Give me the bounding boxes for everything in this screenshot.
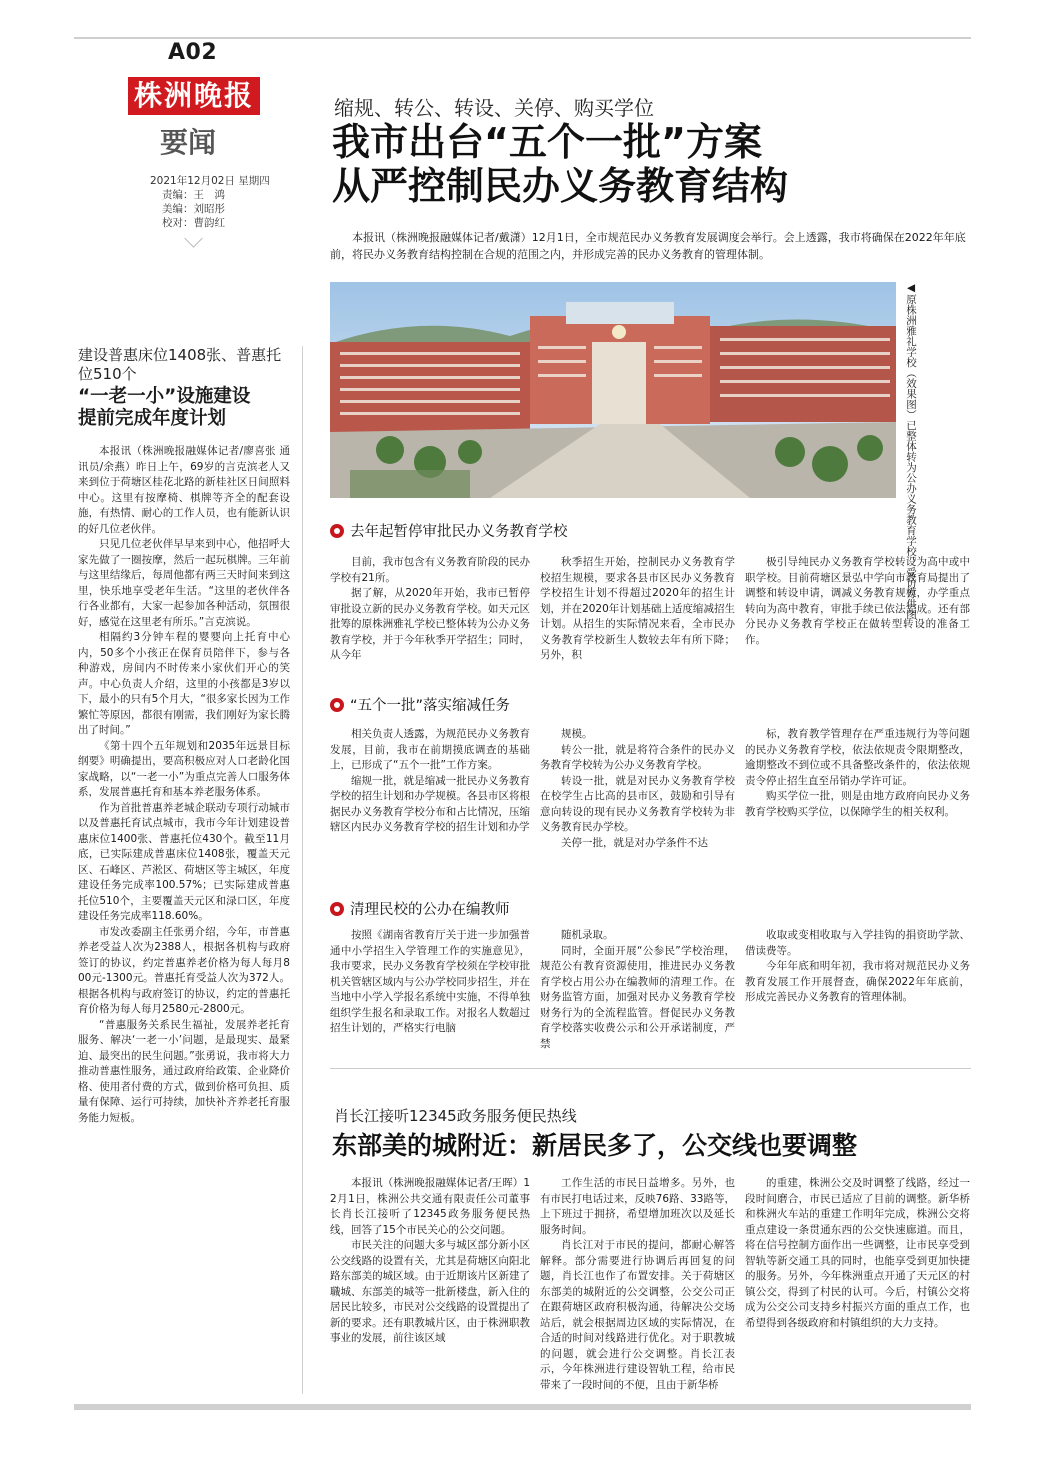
chevron-down-icon: [184, 229, 202, 247]
sidebar-body: [78, 444, 290, 1126]
sidebar-headline: [78, 386, 288, 430]
sidebar-paragraph: 市发改委副主任张勇介绍，今年，市普惠养老受益人次为2388人，根据各机构与政府签订的协议，约定普惠养老价格为每人每月800元-1300元。普惠托育受益人次为372人。根据各机构与政府签订的协议，约定的普惠托育价格为每人每月2580元-2800元。: [78, 925, 290, 1015]
body-paragraph: 随机录取。: [561, 929, 614, 941]
sidebar-paragraph: 只见几位老伙伴早早来到中心，他招呼大家先做了一圈按摩，然后一起玩棋牌。三年前与这里结缘后，每周他都有两三天时间来到这里，快乐地享受老年生活。“这里的老伙伴各行各业都有，大家一起参加各种活动，氛围很好，感觉在这里老有所乐。”言克滨说。: [78, 538, 290, 628]
section-heading-1-text: 去年起暂停审批民办义务教育学校: [350, 524, 568, 540]
top-rule: [74, 37, 971, 39]
section-1-column-3: [745, 555, 970, 648]
school-rendering-illustration: [330, 282, 896, 498]
body-paragraph: 市民关注的问题大多与城区部分新小区公交线路的设置有关，尤其是荷塘区向阳北路东部美的城区域。由于近期该片区新建了職城、东部美的城等一批新楼盘，新入住的居民比较多，市民对公交线路的设置提出了新的要求。还有职教城片区，由于株洲职教事业的发展，前往该区域: [330, 1239, 530, 1344]
editor-credit: 责编：王 鸿: [162, 189, 225, 201]
photo-caption: ◀原株洲雅礼学校（效果图）已整体转为公办义务教育学校。受访方供图: [905, 282, 917, 620]
issue-date: 2021年12月02日 星期四: [150, 175, 270, 187]
sidebar-paragraph: 作为首批普惠养老城企联动专项行动城市以及普惠托育试点城市，我市今年计划建设普惠床位1400张、普惠托位430个。截至11月底，已实际建成普惠床位1408张，覆盖天元区、石峰区、芦淞区、荷塘区等主城区，年度建设任务完成率100.57%；已实际建成普惠托位510个，主要覆盖天元区和渌口区，年度建设任务完成率118.60%。: [78, 801, 290, 922]
main-lead: 本报讯（株洲晚报融媒体记者/戴潇）12月1日，全市规范民办义务教育发展调度会举行。会上透露，我市将确保在2022年年底前，将民办义务教育结构控制在合规的范围之内，并形成完善的民办义务教育的管理体制。: [330, 231, 966, 261]
section-2-column-3: [745, 727, 970, 820]
body-paragraph: 据了解，从2020年开始，我市已暂停审批设立新的民办义务教育学校。如天元区批筹的原株洲雅礼学校已整体转为公办义务教育学校，并于今年秋季开学招生；同时，从今年: [330, 587, 530, 661]
body-paragraph: 工作生活的市民日益增多。另外，也有市民打电话过来，反映76路、33路等，上下班过于拥挤，希望增加班次以及延长服务时间。: [540, 1177, 735, 1236]
section-heading-2-text: “五个一批”落实缩减任务: [350, 698, 511, 714]
bottom-column-3: [745, 1176, 970, 1331]
body-paragraph: 肖长江对于市民的提问，都耐心解答解释。部分需要进行协调后再回复的问题，肖长江也作了布置安排。关于荷塘区东部美的城附近的公交调整，公交公司正在跟荷塘区政府积极沟通，待解决公交场站后，就会根据周边区域的实际情况，在合适的时间对线路进行优化。对于职教城的问题，就会进行公交调整。肖长江表示，今年株洲进行建设智轨工程，给市民带来了一段时间的不便，且由于新华桥: [540, 1239, 735, 1391]
proofreader-credit: 校对：曹韵红: [162, 217, 225, 229]
body-paragraph: 收取或变相收取与入学挂钩的捐资助学款、借读费等。: [745, 929, 970, 957]
designer-credit: 美编：刘昭彤: [162, 203, 225, 215]
body-paragraph: 目前，我市包含有义务教育阶段的民办学校有21所。: [330, 556, 530, 584]
body-paragraph: 的重建，株洲公交及时调整了线路，经过一段时间磨合，市民已适应了目前的调整。新华桥和株洲火车站的重建工作明年完成，株洲公交将重点建设一条贯通东西的公交快速廊道。而且，将在信号控制方面作出一些调整，让市民享受到智轨等新交通工具的同时，也能享受到更加快捷的服务。另外，今年株洲重点开通了天元区的村镇公交，得到了村民的认可。今后，村镇公交将成为公交公司支持乡村振兴方面的重点工作，也希望得到各级政府和村镇组织的大力支持。: [745, 1177, 970, 1329]
school-rendering-photo: [330, 282, 896, 498]
bullet-icon: [330, 698, 344, 712]
page-number: A02: [168, 40, 218, 65]
bottom-headline: 东部美的城附近：新居民多了，公交线也要调整: [332, 1131, 858, 1160]
body-paragraph: 本报讯（株洲晚报融媒体记者/王晖）12月1日，株洲公共交通有限责任公司董事长肖长江接听了12345政务服务便民热线，回答了15个市民关心的公交问题。: [330, 1177, 530, 1236]
body-paragraph: 相关负责人透露，为规范民办义务教育发展，目前，我市在前期摸底调查的基础上，已形成了“五个一批”工作方案。: [330, 728, 530, 771]
body-paragraph: 秋季招生开始，控制民办义务教育学校招生规模，要求各县市区民办义务教育学校招生计划不得超过2020年的招生计划，并在2020年计划基础上适度缩减招生计划。从招生的实际情况来看，全市民办义务教育学校新生人数较去年有所下降；另外，积: [540, 556, 735, 661]
section-title: 要闻: [160, 126, 217, 159]
bottom-column-2: [540, 1176, 735, 1393]
section-1-column-1: [330, 555, 530, 664]
main-headline-line2: 从严控制民办义务教育结构: [332, 164, 789, 208]
sidebar-headline-line2: 提前完成年度计划: [78, 408, 227, 429]
section-3-column-3: [745, 928, 970, 1006]
sidebar-headline-line1: “一老一小”设施建设: [78, 386, 251, 407]
section-heading-2: [330, 694, 510, 715]
sidebar-paragraph: 《第十四个五年规划和2035年远景目标纲要》明确提出，要高积极应对人口老龄化国家战略，以“一老一小”为重点完善人口服务体系，发展普惠托育和基本养老服务体系。: [78, 739, 290, 798]
body-paragraph: 标，教育教学管理存在严重违规行为等问题的民办义务教育学校，依法依规责令限期整改，逾期整改不到位或不具备整改条件的，依法依规责令停止招生直至吊销办学许可证。: [745, 728, 970, 787]
section-2-column-2: [540, 727, 735, 851]
body-paragraph: 转公一批，就是将符合条件的民办义务教育学校转为公办义务教育学校。: [540, 743, 735, 771]
body-paragraph: 今年年底和明年初，我市将对规范民办义务教育发展工作开展督查，确保2022年年底前，形成完善民办义务教育的管理体制。: [745, 960, 970, 1003]
bottom-column-1: [330, 1176, 530, 1347]
sidebar-kicker: 建设普惠床位1408张、普惠托位510个: [78, 346, 282, 383]
body-paragraph: 转设一批，就是对民办义务教育学校在校学生占比高的县市区，鼓励和引导有意向转设的现有民办义务教育学校转为非义务教育民办学校。: [540, 774, 735, 833]
body-paragraph: 购买学位一批，则是由地方政府向民办义务教育学校购买学位，以保障学生的相关权利。: [745, 790, 970, 818]
bottom-rule: [74, 1404, 971, 1410]
body-paragraph: 同时，全面开展“公参民”学校治理，规范公有教育资源使用，推进民办义务教育学校占用公办在编教师的清理工作。在财务监管方面，加强对民办义务教育学校财务行为的全流程监管。督促民办义务教育学校落实收费公示和公开承诺制度，严禁: [540, 944, 735, 1050]
bullet-icon: [330, 902, 344, 916]
section-3-column-1: [330, 928, 530, 1037]
bottom-kicker: 肖长江接听12345政务服务便民热线: [334, 1107, 577, 1125]
body-paragraph: 极引导纯民办义务教育学校转设为高中或中职学校。目前荷塘区景弘中学向市教育局提出了调整和转设申请，调减义务教育规模，办学重点转向为高中教育，审批手续已依法完成。还有部分民办义务教育学校正在做转型转设的准备工作。: [745, 556, 970, 646]
masthead-logo: 株洲晚报: [128, 77, 260, 115]
body-paragraph: 按照《湖南省教育厅关于进一步加强普通中小学招生入学管理工作的实施意见》，我市要求，民办义务教育学校须在学校审批机关管辖区域内与公办学校同步招生，并在当地中小学入学报名系统中实施，不得单独组织学生报名和录取工作。对报名人数超过招生计划的，严格实行电脑: [330, 929, 530, 1034]
main-kicker: 缩规、转公、转设、关停、购买学位: [334, 96, 654, 120]
body-paragraph: 缩规一批，就是缩减一批民办义务教育学校的招生计划和办学规模。各县市区将根据民办义务教育学校分布和占比情况，压缩辖区内民办义务教育学校的招生计划和办学: [330, 774, 530, 833]
editor-meta: [150, 174, 270, 230]
main-headline-line1: 我市出台“五个一批”方案: [332, 120, 762, 164]
body-paragraph: 规模。: [561, 728, 593, 740]
section-heading-3: [330, 898, 510, 919]
bullet-icon: [330, 524, 344, 538]
section-3-column-2: [540, 928, 735, 1052]
section-2-column-1: [330, 727, 530, 836]
sidebar-paragraph: “普惠服务关系民生福祉，发展养老托育服务、解决‘一老一小’问题，是最现实、最紧迫、最突出的民生问题。”张勇说，我市将大力推动普惠性服务，通过政府给政策、企业降价格、使用者付费的方式，做到价格可负担、质量有保障、运行可持续，加快补齐养老托育服务能力短板。: [78, 1018, 290, 1124]
section-heading-1: [330, 520, 568, 541]
story-divider: [330, 1068, 971, 1069]
section-heading-3-text: 清理民校的公办在编教师: [350, 902, 510, 918]
section-1-column-2: [540, 555, 735, 664]
sidebar-paragraph: 相隔约3分钟车程的婴婴向上托育中心内，50多个小孩正在保育员陪伴下，参与各种游戏，房间内不时传来小家伙们开心的笑声。中心负责人介绍，这里的小孩都是3岁以下，最小的只有5个月大，“很多家长因为工作繁忙等原因，都很有刚需，我们刚好为家长腾出了时间。”: [78, 631, 290, 736]
body-paragraph: 关停一批，就是对办学条件不达: [561, 836, 708, 849]
main-headline: [332, 120, 788, 208]
sidebar-paragraph: 本报讯（株洲晚报融媒体记者/廖喜张 通讯员/余燕）昨日上午，69岁的言克滨老人又来到位于荷塘区桂花北路的新桂社区日间照料中心。这里有按摩椅、棋牌等齐全的配套设施，有热情、耐心的工作人员，也有能新认识的好几位老伙伴。: [78, 445, 290, 535]
column-divider: [302, 346, 303, 1394]
